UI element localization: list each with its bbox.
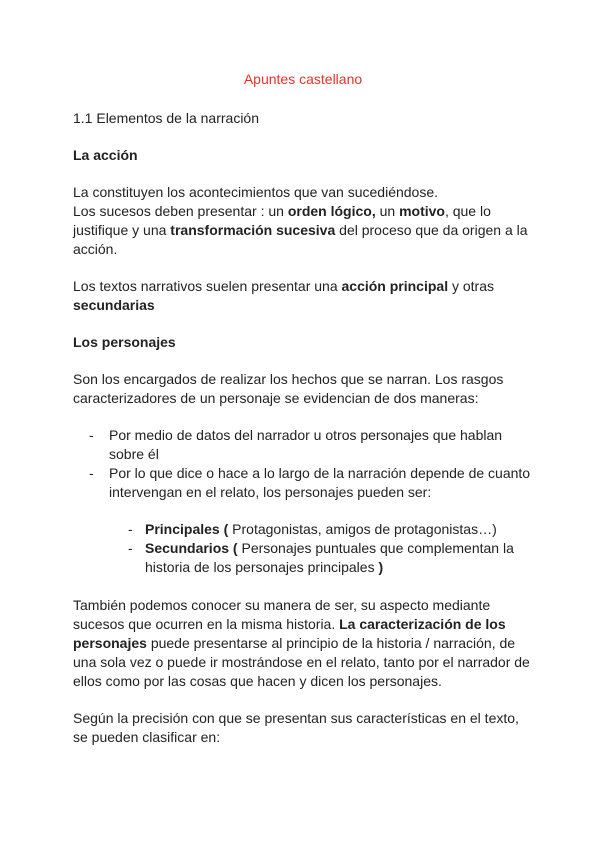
personajes-p2-text-c: puede presentarse al principio de la historia / narración, de una sola vez o puede ir mostrándose en el relato, tanto por el narrador de ellos como por las cosas que hacen y dicen los personajes. bbox=[73, 635, 530, 689]
section-heading: 1.1 Elementos de la narración bbox=[73, 110, 259, 126]
personajes-list-main bbox=[73, 426, 533, 483]
document-title: Apuntes castellano bbox=[243, 71, 363, 87]
list-item bbox=[73, 426, 533, 464]
accion-p2-text-c: un bbox=[375, 203, 400, 219]
personajes-heading: Los personajes bbox=[73, 334, 176, 350]
accion-p3-text-a: Los textos narrativos suelen presentar una bbox=[73, 278, 342, 294]
accion-paragraph-1 bbox=[73, 183, 533, 259]
dash-bullet: - bbox=[128, 540, 133, 556]
personajes-paragraph-2 bbox=[73, 596, 533, 691]
personajes-paragraph-3: Según la precisión con que se presentan sus características en el texto, se pueden clasificar en: bbox=[73, 710, 519, 745]
accion-paragraph-3 bbox=[73, 277, 533, 315]
list-item bbox=[73, 464, 533, 483]
list-item-text: Por medio de datos del narrador u otros personajes que hablan sobre él bbox=[109, 427, 503, 462]
dash-bullet: - bbox=[128, 521, 133, 537]
list-item-text: Personajes puntuales que complementan la historia de los personajes principales bbox=[145, 540, 514, 575]
personajes-p2-bold: La caracterización de los personajes bbox=[73, 616, 506, 651]
list-continuation: intervengan en el relato, los personajes pueden ser: bbox=[109, 484, 432, 500]
list-item-bold: Secundarios ( bbox=[145, 540, 238, 556]
list-item-text: Protagonistas, amigos de protagonistas…) bbox=[228, 521, 497, 537]
accion-p2-text-a: Los sucesos deben presentar : un bbox=[73, 203, 288, 219]
accion-heading: La acción bbox=[73, 147, 138, 163]
list-item-bold: Principales ( bbox=[145, 521, 229, 537]
accion-p2-text-e: , que lo justifique y una bbox=[73, 203, 491, 238]
accion-p3-text-c: y otras bbox=[448, 278, 494, 294]
list-item-bold-end: ) bbox=[378, 559, 384, 575]
dash-bullet: - bbox=[89, 427, 94, 443]
list-item bbox=[73, 539, 533, 577]
list-item bbox=[73, 520, 533, 539]
document-page bbox=[73, 70, 533, 747]
accion-p2-bold-transformacion: transformación sucesiva bbox=[170, 222, 336, 238]
dash-bullet: - bbox=[89, 465, 94, 481]
accion-p3-bold-secundarias: secundarias bbox=[73, 297, 155, 313]
accion-p1-text: La constituyen los acontecimientos que van sucediéndose. bbox=[73, 184, 439, 200]
personajes-paragraph-1: Son los encargados de realizar los hechos que se narran. Los rasgos caracterizadores de un personaje se evidencian de dos maneras: bbox=[73, 371, 504, 406]
accion-p3-bold-principal: acción principal bbox=[341, 278, 449, 294]
accion-p2-text-g: del proceso que da origen a la acción. bbox=[73, 222, 528, 257]
personajes-p2-text-a: También podemos conocer su manera de ser, su aspecto mediante sucesos que ocurren en la misma historia. bbox=[73, 597, 491, 632]
personajes-list-types bbox=[73, 520, 533, 577]
list-item-text: Por lo que dice o hace a lo largo de la narración depende de cuanto bbox=[109, 465, 531, 481]
accion-p2-bold-motivo: motivo bbox=[399, 203, 445, 219]
accion-p2-bold-orden: orden lógico, bbox=[287, 203, 376, 219]
